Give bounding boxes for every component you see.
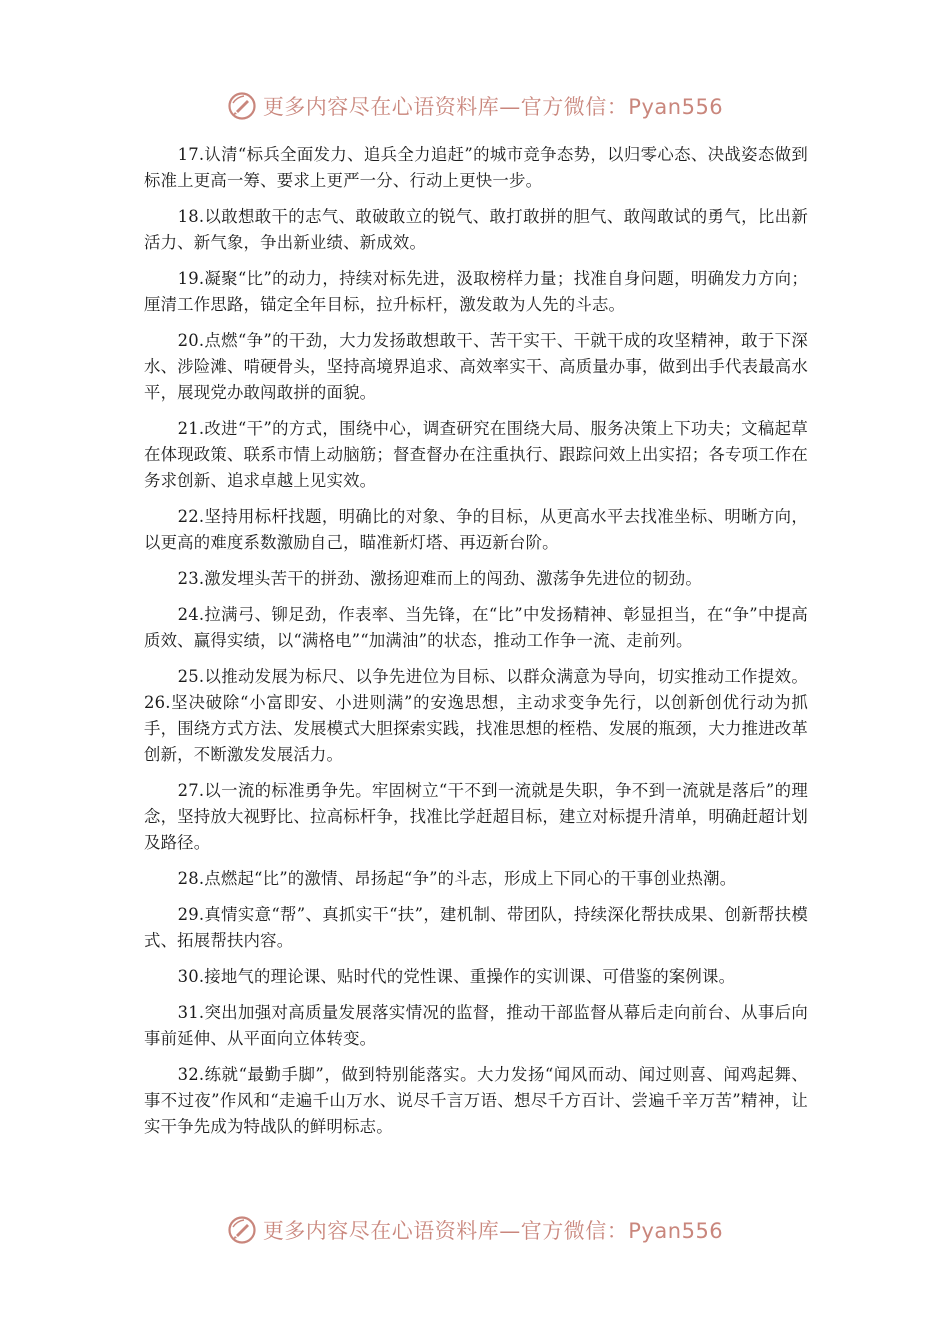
paragraph-22: 22.坚持用标杆找题，明确比的对象、争的目标，从更高水平去找准坐标、明晰方向，以更高的难度系数激励自己，瞄准新灯塔、再迈新台阶。 — [144, 507, 808, 552]
paragraph-29: 29.真情实意“帮”、真抓实干“扶”，建机制、带团队，持续深化帮扶成果、创新帮扶模式、拓展帮扶内容。 — [144, 905, 808, 950]
paragraph-23: 23.激发埋头苦干的拼劲、激扬迎难而上的闯劲、激荡争先进位的韧劲。 — [177, 569, 702, 588]
paragraph-25-26: 25.以推动发展为标尺、以争先进位为目标、以群众满意为导向，切实推动工作提效。26.坚决破除“小富即安、小进则满”的安逸思想，主动求变争先行，以创新创优行动为抓手，围绕方式方法、发展模式大胆探索实践，找准思想的桎梏、发展的瓶颈，大力推进改革创新，不断激发发展活力。 — [144, 667, 808, 764]
document-body — [144, 142, 808, 1150]
paragraph-28: 28.点燃起“比”的激情、昂扬起“争”的斗志，形成上下同心的干事创业热潮。 — [177, 869, 737, 888]
paragraph-32: 32.练就“最勤手脚”，做到特别能落实。大力发扬“闻风而动、闻过则喜、闻鸡起舞、事不过夜”作风和“走遍千山万水、说尽千言万语、想尽千方百计、尝遍千辛万苦”精神，让实干争先成为特战队的鲜明标志。 — [144, 1065, 808, 1136]
paragraph-27: 27.以一流的标准勇争先。牢固树立“干不到一流就是失职，争不到一流就是落后”的理念，坚持放大视野比、拉高标杆争，找准比学赶超目标，建立对标提升清单，明确赶超计划及路径。 — [144, 781, 808, 852]
paragraph-20: 20.点燃“争”的干劲，大力发扬敢想敢干、苦干实干、干就干成的攻坚精神，敢于下深水、涉险滩、啃硬骨头，坚持高境界追求、高效率实干、高质量办事，做到出手代表最高水平，展现党办敢闯敢拼的面貌。 — [144, 331, 808, 402]
paragraph-21: 21.改进“干”的方式，围绕中心，调查研究在围绕大局、服务决策上下功夫；文稿起草在体现政策、联系市情上动脑筋；督查督办在注重执行、跟踪问效上出实招；各专项工作在务求创新、追求卓越上见实效。 — [144, 419, 808, 490]
paragraph-17: 17.认清“标兵全面发力、追兵全力追赶”的城市竞争态势，以归零心态、决战姿态做到标准上更高一筹、要求上更严一分、行动上更快一步。 — [144, 145, 808, 190]
footer-banner-text: 更多内容尽在心语资料库—官方微信：Pyan556 — [262, 1219, 724, 1243]
footer-banner-content — [227, 1215, 723, 1245]
paragraph-31: 31.突出加强对高质量发展落实情况的监督，推动干部监督从幕后走向前台、从事后向事前延伸、从平面向立体转变。 — [144, 1003, 808, 1048]
seal-logo-icon — [227, 1215, 257, 1245]
seal-logo-icon — [227, 91, 257, 121]
paragraph-19: 19.凝聚“比”的动力，持续对标先进，汲取榜样力量；找准自身问题，明确发力方向；厘清工作思路，锚定全年目标，拉升标杆，激发敢为人先的斗志。 — [144, 269, 808, 314]
paragraph-18: 18.以敢想敢干的志气、敢破敢立的锐气、敢打敢拼的胆气、敢闯敢试的勇气，比出新活力、新气象，争出新业绩、新成效。 — [144, 207, 808, 252]
paragraph-30: 30.接地气的理论课、贴时代的党性课、重操作的实训课、可借鉴的案例课。 — [177, 967, 736, 986]
footer-banner — [0, 1208, 950, 1252]
header-banner-text: 更多内容尽在心语资料库—官方微信：Pyan556 — [262, 95, 724, 119]
paragraph-24: 24.拉满弓、铆足劲，作表率、当先锋，在“比”中发扬精神、彰显担当，在“争”中提高质效、赢得实绩，以“满格电”“加满油”的状态，推动工作争一流、走前列。 — [144, 605, 808, 650]
header-banner — [0, 84, 950, 128]
header-banner-content — [227, 91, 723, 121]
